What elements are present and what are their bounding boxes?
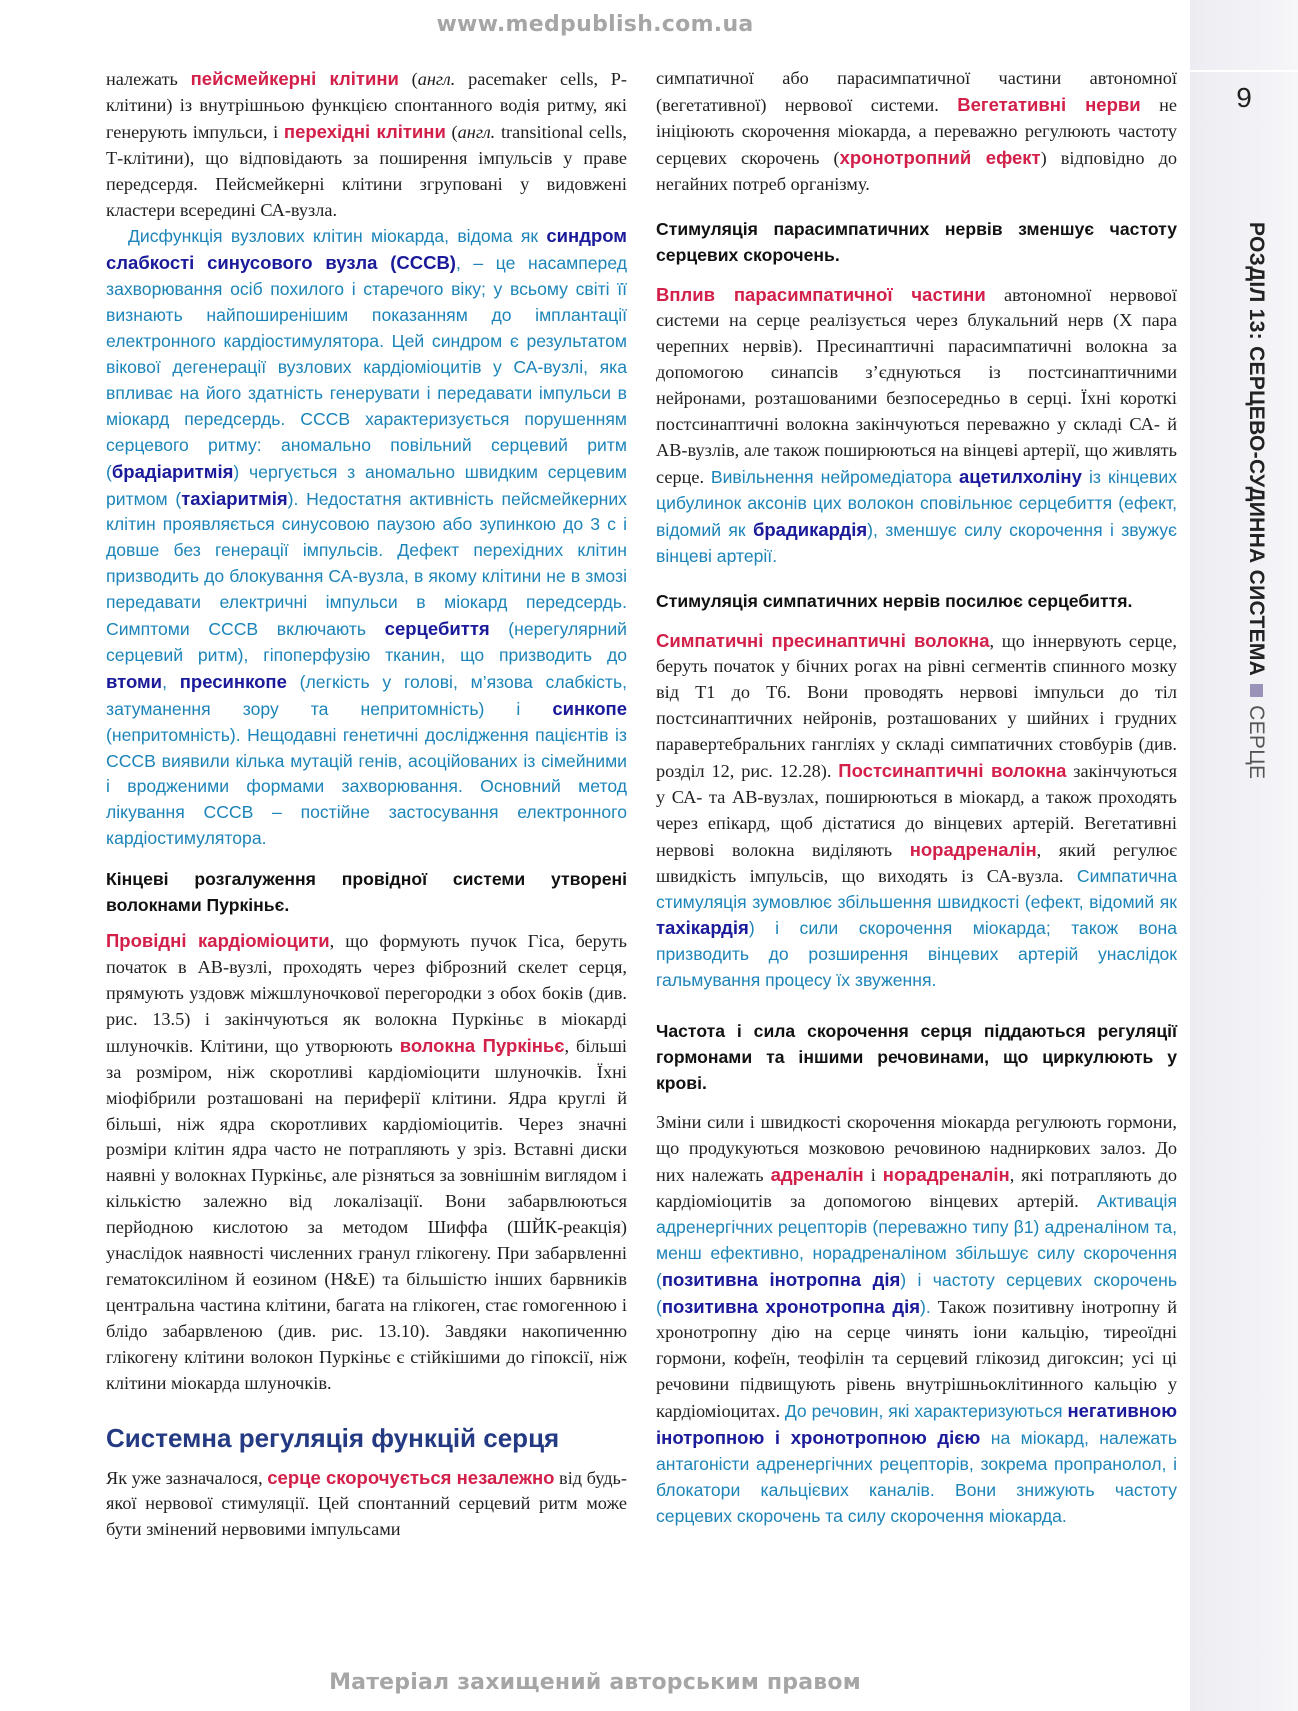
right-subheading-parasympathetic: Стимуляція парасимпатичних нервів зменшує частоту серцевих скорочень. xyxy=(656,218,1177,265)
section-separator-square xyxy=(1250,684,1263,697)
term-conducting-cardiomyocytes: Провідні кардіоміоцити xyxy=(106,930,330,952)
right-paragraph-sympathetic: Симпатичні пресинаптичні волокна, що іннервують серце, беруть початок у бічних рогах на рівні сегментів спинного мозку від Т1 до Т6. Вони проводять нервові імпульси до тіл постсинаптичних нейронів, розташованих у шийних і грудних паравертебральних гангліях у складі симпатичних стовбурів (див. розділ 12, рис. 12.28). Постсинаптичні волокна закінчуються у СА- та АВ-вузлах, поширюються в міокард, а також проходять через епікард, щоб дістатися до вінцевих артерій. Вегетативні нервові волокна виділяють норадреналін, який регулює швидкість імпульсів, що виходять із СА-вузла. Симпатична стимуляція зумовлює збільшення швидкості (ефект, відомий як тахікардія) і сили скорочення міокарда; також вона призводить до розширення вінцевих артерій унаслідок гальмування процесу їх звуження. xyxy=(656,629,1177,991)
term-fatigue: втоми xyxy=(106,670,163,692)
term-postsynaptic-fibers: Постсинаптичні волокна xyxy=(838,760,1067,782)
copyright-footer: Матеріал захищений авторським правом xyxy=(329,1670,861,1695)
left-subheading-purkinje: Кінцеві розгалуження провідної системи утворені волокнами Пуркіньє. xyxy=(106,869,627,916)
left-column xyxy=(106,66,627,1543)
section-title: РОЗДІЛ 13: СЕРЦЕВО-СУДИННА СИСТЕМА xyxy=(1245,222,1268,677)
term-heart-contracts-independently: серце скорочується незалежно xyxy=(267,1466,555,1488)
term-sick-sinus-syndrome: синдром слабкості синусового вузла (СССВ) xyxy=(106,225,627,274)
left-paragraph-regulation: Як уже зазначалося, серце скорочується незалежно від будь-якої нервової стимуляції. Цей спонтанний серцевий ритм може бути змінений нервовими імпульсами xyxy=(106,1466,627,1540)
term-sympathetic-presynaptic-fibers: Симпатичні пресинаптичні волокна xyxy=(656,629,990,651)
subsection-title: СЕРЦЕ xyxy=(1245,705,1268,780)
page-number-divider xyxy=(1190,70,1298,72)
left-paragraph-1: належать пейсмейкерні клітини (англ. pacemaker cells, Р-клітини) із внутрішньою функцією спонтанного водія ритму, які генерують імпульси, і перехідні клітини (англ. transitional cells, Т-клітини), що відповідають за поширення імпульсів у праве передсердя. Пейсмейкерні клітини згруповані у видовжені кластери всередині СА-вузла. xyxy=(106,68,627,220)
term-presyncope: пресинкопе xyxy=(179,670,287,692)
term-negative-inotropic: негативною інотропною і хронотропною дією xyxy=(656,1400,1177,1449)
section-heading-systemic-regulation: Системна регуляція функцій серця xyxy=(106,1422,560,1453)
term-transitional-cells: перехідні клітини xyxy=(283,120,446,142)
term-palpitations: серцебиття xyxy=(384,618,490,640)
right-paragraph-hormones: Зміни сили і швидкості скорочення міокарда регулюють гормони, що продукуються мозковою речовиною надниркових залоз. До них належать адреналін і норадреналін, які потрапляють до кардіоміоцитів за допомогою вінцевих артерій. Активація адренергічних рецепторів (переважно типу β1) адреналіном та, менш ефективно, норадреналіном збільшує силу скорочення (позитивна інотропна дія) і частоту серцевих скорочень (позитивна хронотропна дія). Також позитивну інотропну й хронотропну дію на серце чинять іони кальцію, тиреоїдні гормони, кофеїн, теофілін та серцевий глікозид дигоксин; усі ці речовини підвищують рівень внутрішньоклітинного кальцію у кардіоміоцитах. До речовин, які характеризуються негативною інотропною і хронотропною дією на міокард, належать антагоністи адренергічних рецепторів, зокрема пропранолол, і блокатори кальцієвих каналів. Вони знижують частоту серцевих скорочень та силу скорочення міокарда. xyxy=(656,1112,1177,1526)
term-adrenaline: адреналін xyxy=(770,1164,864,1185)
term-bradycardia: брадикардія xyxy=(752,518,868,540)
term-parasympathetic-influence: Вплив парасимпатичної частини xyxy=(656,283,986,305)
term-autonomic-nerves: Вегетативні нерви xyxy=(957,93,1141,115)
term-chronotropic-effect: хронотропний ефект xyxy=(839,146,1041,168)
left-paragraph-clinical: Дисфункція вузлових клітин міокарда, відома як синдром слабкості синусового вузла (СССВ), – це насамперед захворювання осіб похилого і старечого віку; у всьому світі її визнають найпоширенішим показанням до імплантації електронного кардіостимулятора. Цей синдром є результатом вікової дегенерації вузлових кардіоміоцитів у СА-вузлі, яка впливає на його здатність генерувати і передавати імпульси в міокард передсердь. СССВ характеризується порушенням серцевого ритму: аномально повільний серцевий ритм (брадіаритмія) чергується з аномально швидким серцевим ритмом (тахіаритмія). Недостатня активність пейсмейкерних клітин проявляється синусовою паузою або зупинкою до 3 с і довше без генерації імпульсів. Дефект перехідних клітин призводить до блокування СА-вузла, в якому клітини не в змозі передавати електричні імпульси в міокард передсердь. Симптоми СССВ включають серцебиття (нерегулярний серцевий ритм), гіпоперфузію тканин, що призводить до втоми, пресинкопе (легкість у голові, м’язова слабкість, затуманення зору та непритомність) і синкопе (непритомність). Нещодавні генетичні дослідження пацієнтів із СССВ виявили кілька мутацій генів, асоційованих із сімейними і вродженими формами захворювання. Основний метод лікування СССВ – постійне застосування електронного кардіостимулятора. xyxy=(106,225,627,849)
right-column xyxy=(656,66,1177,1530)
right-paragraph-parasympathetic: Вплив парасимпатичної частини автономної нервової системи на серце реалізується через блукальний нерв (X пара черепних нервів). Пресинаптичні парасимпатичні волокна за допомогою синапсів з’єднуються із постсинаптичними нейронами, розташованими безпосередньо в серці. Їхні короткі постсинаптичні волокна закінчуються переважно у складі СА- й АВ-вузлів, але також поширюються на вінцеві артерії, що живлять серце. Вивільнення нейромедіатора ацетилхоліну із кінцевих цибулинок аксонів цих волокон сповільнює серцебиття (ефект, відомий як брадикардія), зменшує силу скорочення і звужує вінцеві артерії. xyxy=(656,283,1177,566)
term-tachycardia: тахікардія xyxy=(656,917,749,939)
section-label xyxy=(1244,222,1268,779)
term-acetylcholine: ацетилхоліну xyxy=(958,465,1082,487)
term-syncope: синкопе xyxy=(552,697,627,719)
right-subheading-hormones: Частота і сила скорочення серця піддаються регуляції гормонами та іншими речовинами, що циркулюють у крові. xyxy=(656,1021,1177,1094)
right-subheading-sympathetic: Стимуляція симпатичних нервів посилює серцебиття. xyxy=(656,590,1133,611)
term-purkinje-fibers: волокна Пуркіньє xyxy=(399,1034,565,1056)
term-positive-inotropic: позитивна інотропна дія xyxy=(661,1268,901,1290)
term-tachyarrhythmia: тахіаритмія xyxy=(181,487,288,509)
left-paragraph-purkinje: Провідні кардіоміоцити, що формують пучок Гіса, беруть початок в АВ-вузлі, проходять через фіброзний скелет серця, прямують уздовж міжшлуночкової перегородки з обох боків (див. рис. 13.5) і закінчуються як волокна Пуркіньє в міокарді шлуночків. Клітини, що утворюють волокна Пуркіньє, більші за розміром, ніж скоротливі кардіоміоцити шлуночків. Їхні міофібрили розташовані на периферії клітини. Ядра круглі й більші, ніж ядра скоротливих кардіоміоцитів. Через значні розміри клітин ядра часто не потрапляють у зріз. Вставні диски наявні у волокнах Пуркіньє, але різняться за зовнішнім виглядом і кількістю залежно від локалізації. Вони забарвлюються перйодною кислотою за методом Шиффа (ШЙК-реакція) унаслідок наявності численних гранул глікогену. При забарвленні гематоксиліном й еозином (H&E) та більшістю інших барвників центральна частина клітини, багата на глікоген, стає гомогенною і блідо забарвленою (див. рис. 13.10). Завдяки накопиченню глікогену клітини волокон Пуркіньє є стійкішими до гіпоксії, ніж клітини міокарда шлуночків. xyxy=(106,930,627,1393)
right-paragraph-1: симпатичної або парасимпатичної частини автономної (вегетативної) нервової системи. Вегетативні нерви не ініціюють скорочення міокарда, а переважно регулюють частоту серцевих скорочень (хронотропний ефект) відповідно до негайних потреб організму. xyxy=(656,68,1178,194)
term-bradyarrhythmia: брадіаритмія xyxy=(111,460,234,482)
term-noradrenaline-hormone: норадреналін xyxy=(882,1164,1010,1185)
site-header[interactable]: www.medpublish.com.ua xyxy=(436,12,754,37)
term-noradrenaline: норадреналін xyxy=(909,838,1037,860)
term-positive-chronotropic: позитивна хронотропна дія xyxy=(661,1295,921,1317)
page-number: 9 xyxy=(1236,82,1252,113)
term-pacemaker-cells: пейсмейкерні клітини xyxy=(190,68,399,89)
